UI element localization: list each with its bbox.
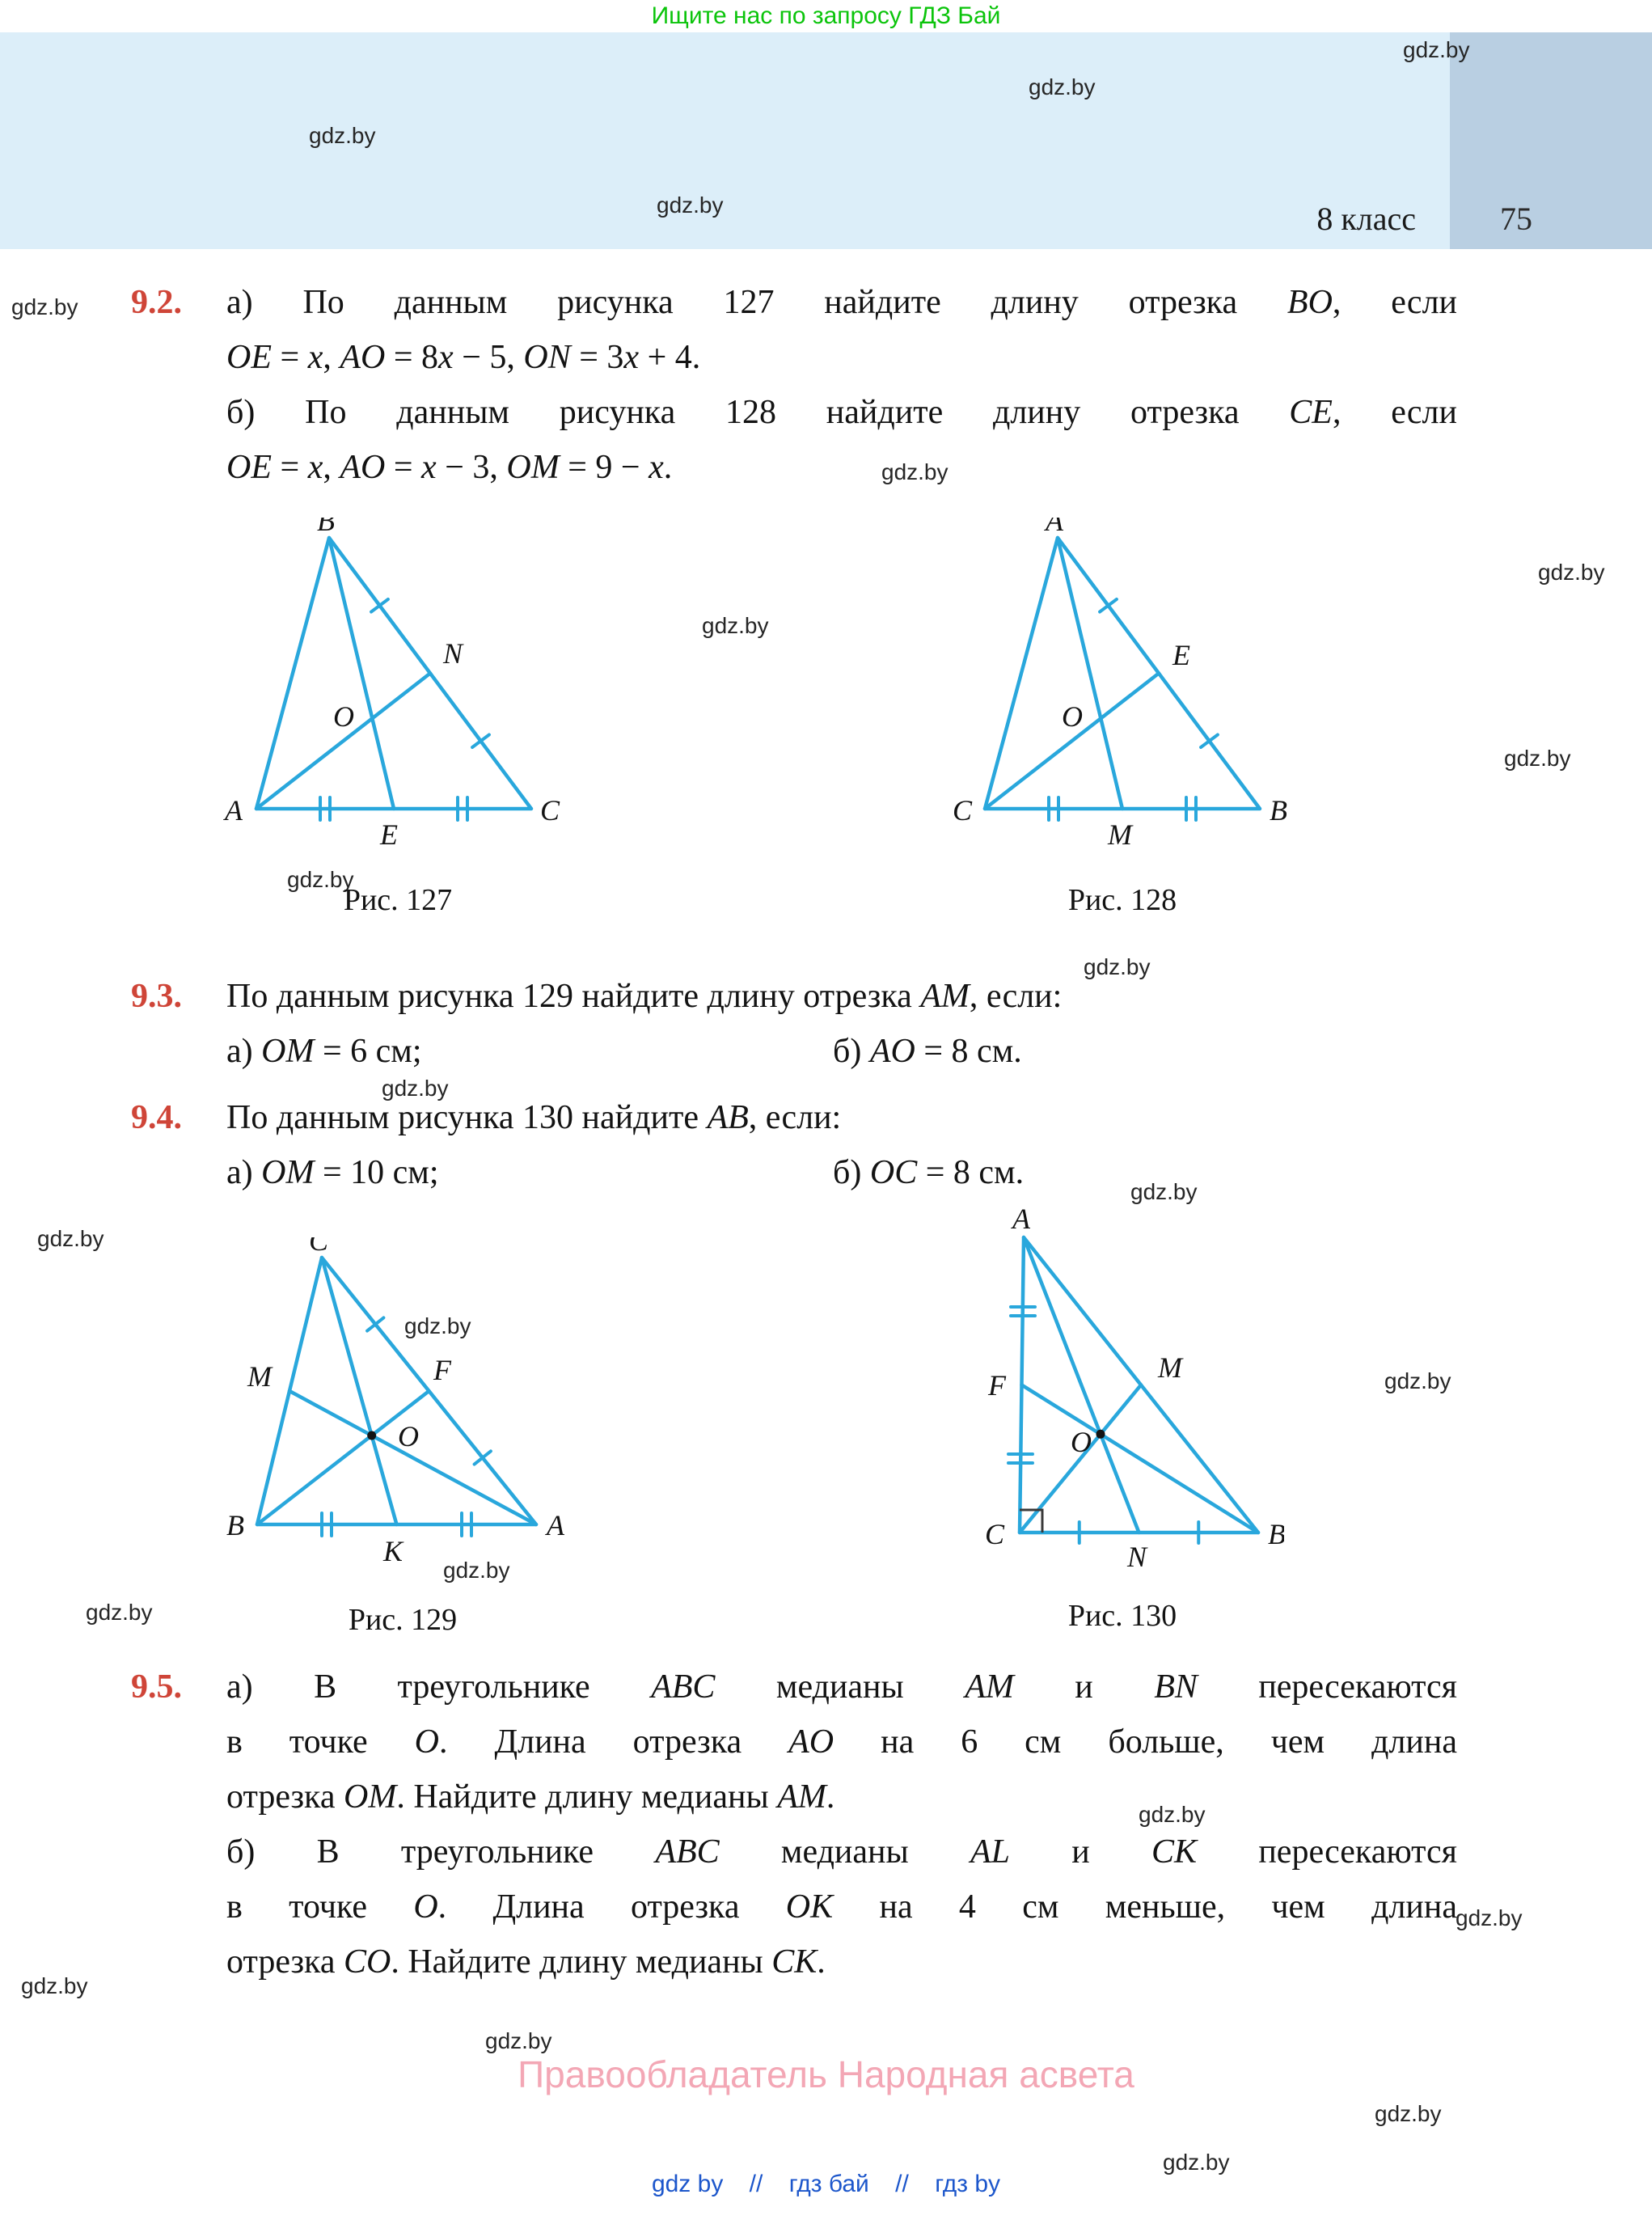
problem-number: 9.2. [131, 284, 182, 321]
problem-9-3 [131, 969, 1473, 1079]
figure-127-drawing [212, 518, 584, 857]
vertex-label-C: C [540, 794, 560, 827]
triangle-outline [985, 538, 1260, 809]
point-label-M: M [247, 1360, 272, 1393]
problem-text-line: а) По данным рисунка 127 найдите длину отрезка BO, если [226, 284, 1458, 321]
point-label-O: O [1062, 700, 1083, 733]
problem-text-line: По данным рисунка 129 найдите длину отрезка AM, если: [226, 978, 1063, 1015]
point-label-M: M [1158, 1351, 1182, 1384]
watermark-gdzby: gdz.by [1130, 1179, 1198, 1204]
figure-caption: Рис. 130 [1067, 1599, 1177, 1633]
median-line-AN [256, 674, 430, 810]
problem-text-line: а) В треугольнике ABC медианы AM и BN пересекаются [226, 1668, 1457, 1706]
problem-number: 9.3. [131, 978, 182, 1015]
watermark-gdzby: gdz.by [443, 1558, 510, 1583]
problem-subitems [226, 1024, 1457, 1079]
figure-129 [225, 1237, 581, 1638]
watermark-gdzby: gdz.by [1504, 746, 1571, 771]
point-label-K: K [383, 1535, 403, 1567]
vertex-label-B: B [1268, 1518, 1284, 1550]
median-line-CE [985, 674, 1159, 810]
median-line-AM [289, 1391, 536, 1524]
footer-links [0, 2171, 1652, 2198]
tick-mark [371, 599, 388, 612]
centroid-dot [367, 1431, 376, 1440]
figure-128 [936, 518, 1308, 918]
watermark-gdzby: gdz.by [1375, 2101, 1442, 2126]
figure-caption: Рис. 127 [343, 883, 453, 917]
watermark-gdzby: gdz.by [1384, 1368, 1451, 1393]
figure-130-drawing [961, 1209, 1284, 1573]
watermark-gdzby: gdz.by [11, 294, 78, 319]
vertex-label-B: B [1270, 794, 1287, 827]
figure-129-drawing [225, 1237, 581, 1577]
watermark-gdzby: gdz.by [657, 192, 724, 218]
watermark-gdzby: gdz.by [1139, 1802, 1206, 1827]
triangle-outline [256, 538, 531, 809]
watermark-gdzby: gdz.by [702, 613, 769, 638]
subitem-a: а) OM = 10 см; [226, 1154, 439, 1191]
footer-link-gdz-bai[interactable]: гдз бай [788, 2171, 869, 2197]
vertex-label-B: B [226, 1509, 244, 1541]
point-label-O: O [1071, 1426, 1092, 1458]
watermark-gdzby: gdz.by [21, 1973, 88, 1998]
point-label-F: F [988, 1369, 1006, 1402]
tick-mark [1100, 599, 1117, 612]
watermark-gdzby: gdz.by [404, 1313, 471, 1338]
watermark-gdzby: gdz.by [37, 1226, 104, 1251]
problem-number: 9.5. [131, 1668, 182, 1706]
figure-128-drawing [936, 518, 1308, 857]
median-line-CK [322, 1258, 397, 1524]
point-label-N: N [1127, 1541, 1147, 1573]
watermark-gdzby: gdz.by [485, 2028, 552, 2053]
problem-text-line: OE = x, AO = x − 3, OM = 9 − x. [226, 449, 673, 486]
problem-text-line: в точке O. Длина отрезка AO на 6 см больше, чем длина [226, 1723, 1458, 1761]
header-band [0, 32, 1652, 249]
point-label-N: N [443, 637, 463, 670]
vertex-label-C: C [985, 1518, 1005, 1550]
tick-mark [472, 735, 489, 748]
vertex-label-C: C [309, 1237, 329, 1257]
point-label-O: O [333, 700, 354, 733]
footer-link-gdz-by[interactable]: gdz by [651, 2171, 724, 2197]
watermark-gdzby: gdz.by [287, 867, 354, 892]
problem-text-line: в точке O. Длина отрезка OK на 4 см меньше, чем длина [226, 1888, 1458, 1926]
page-number-box [1450, 32, 1652, 249]
grade-label: 8 класс [1316, 201, 1416, 237]
figure-130 [961, 1209, 1284, 1634]
triangle-outline [257, 1258, 536, 1524]
footer-link-gdz-by-2[interactable]: гдз by [935, 2171, 1001, 2197]
point-label-M: M [1108, 818, 1132, 851]
watermark-gdzby: gdz.by [382, 1076, 449, 1101]
page-number: 75 [1500, 201, 1532, 237]
problem-subitems [226, 1145, 1457, 1200]
problem-text-line: По данным рисунка 130 найдите AB, если: [226, 1099, 842, 1136]
copyright-notice: Правообладатель Народная асвета [518, 2053, 1134, 2095]
vertex-label-B: B [317, 518, 335, 537]
figure-caption: Рис. 128 [1067, 883, 1177, 917]
centroid-dot [1096, 1430, 1105, 1439]
watermark-gdzby: gdz.by [309, 123, 376, 148]
figure-caption: Рис. 129 [348, 1603, 458, 1637]
watermark-gdzby: gdz.by [1538, 560, 1605, 585]
problem-number: 9.4. [131, 1099, 182, 1136]
vertex-label-A: A [1046, 518, 1063, 537]
vertex-label-C: C [953, 794, 973, 827]
median-line-BF [1022, 1385, 1259, 1533]
watermark-gdzby: gdz.by [1084, 954, 1151, 979]
problem-text-line: отрезка OM. Найдите длину медианы AM. [226, 1778, 835, 1816]
problem-9-2 [131, 275, 1473, 495]
subitem-a: а) OM = 6 см; [226, 1033, 422, 1070]
problem-text-line: OE = x, AO = 8x − 5, ON = 3x + 4. [226, 339, 701, 376]
promo-banner-text: Ищите нас по запросу ГДЗ Бай [651, 2, 1001, 29]
point-label-O: O [398, 1420, 419, 1452]
vertex-label-A: A [547, 1509, 564, 1541]
point-label-E: E [380, 818, 398, 851]
link-separator: // [749, 2171, 763, 2197]
link-separator: // [895, 2171, 909, 2197]
vertex-label-A: A [1012, 1209, 1030, 1235]
point-label-F: F [433, 1354, 451, 1386]
problem-9-4 [131, 1090, 1473, 1200]
median-line-AN [1024, 1237, 1139, 1533]
point-label-E: E [1172, 639, 1190, 671]
watermark-gdzby: gdz.by [1029, 74, 1096, 99]
problem-text-line: б) По данным рисунка 128 найдите длину отрезка CE, если [226, 394, 1457, 431]
figure-127 [212, 518, 584, 918]
watermark-gdzby: gdz.by [881, 459, 949, 484]
problem-text-line: б) В треугольнике ABC медианы AL и CK пересекаются [226, 1833, 1457, 1871]
watermark-gdzby: gdz.by [1403, 37, 1470, 62]
subitem-b: б) OC = 8 см. [833, 1154, 1025, 1191]
watermark-gdzby: gdz.by [1163, 2150, 1230, 2175]
problem-text-line: отрезка CO. Найдите длину медианы CK. [226, 1943, 826, 1981]
watermark-gdzby: gdz.by [86, 1600, 153, 1625]
subitem-b: б) AO = 8 см. [833, 1033, 1022, 1070]
problem-9-5 [131, 1660, 1473, 1989]
watermark-gdzby: gdz.by [1456, 1905, 1523, 1930]
vertex-label-A: A [225, 794, 243, 827]
tick-mark [1201, 735, 1218, 748]
